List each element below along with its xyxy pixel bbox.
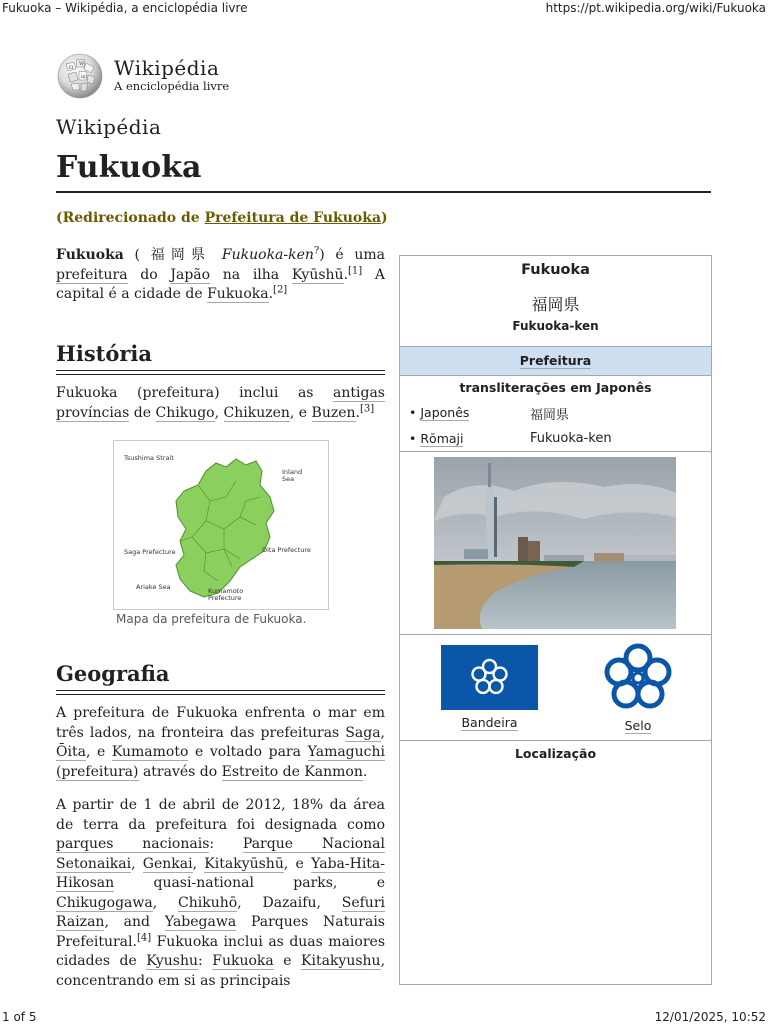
text: ) é uma	[319, 247, 385, 263]
infobox-kanji: 福岡県	[531, 295, 580, 314]
link-chikugogawa[interactable]: Chikugogawa	[56, 894, 153, 911]
text: , concentrando em si as principais	[56, 953, 386, 989]
title-divider	[56, 191, 711, 193]
link-prefeitura[interactable]: prefeitura	[56, 266, 128, 283]
ref-3[interactable]: [3]	[359, 402, 375, 414]
text: Fukuoka (prefeitura) inclui as	[56, 385, 334, 401]
intro-romaji: Fukuoka-ken	[221, 247, 314, 263]
link-kumamoto[interactable]: Kumamoto	[111, 744, 189, 760]
link-yamaguchi[interactable]: Yamaguchi (prefeitura)	[56, 744, 385, 780]
link-kitakyushu-2[interactable]: Kitakyushu	[301, 953, 381, 969]
link-saga[interactable]: Saga	[345, 724, 381, 741]
map-label-saga: Saga Prefecture	[124, 548, 176, 556]
infobox-location-header: Localização	[514, 746, 597, 761]
text: e voltado para	[188, 744, 308, 760]
link-antigas-provincias[interactable]: antigas províncias	[56, 385, 385, 421]
redirect-link[interactable]: Prefeitura de Fukuoka	[204, 210, 382, 226]
heading-divider	[56, 370, 385, 375]
print-url: https://pt.wikipedia.org/wiki/Fukuoka	[545, 1, 766, 15]
link-fukuoka-city[interactable]: Fukuoka	[207, 286, 269, 302]
link-chikugo[interactable]: Chikugo	[155, 404, 215, 421]
link-buzen[interactable]: Buzen	[311, 404, 356, 421]
heading-geografia: Geografia	[56, 661, 170, 686]
infobox-value-japones: 福岡県	[530, 408, 570, 423]
redirect-prefix: (Redirecionado de	[56, 210, 205, 226]
infobox-title: Fukuoka	[521, 262, 590, 278]
link-setonaikai[interactable]: Parque Nacional Setonaikai	[56, 836, 385, 872]
geografia-paragraph-2	[56, 796, 385, 991]
photo-graphic	[434, 457, 676, 629]
text: ,	[380, 724, 385, 741]
link-kyushu[interactable]: Kyūshū	[291, 266, 344, 283]
text: ,	[192, 855, 205, 872]
text: através do	[138, 763, 222, 780]
heading-divider	[56, 690, 385, 695]
link-fukuoka-2[interactable]: Fukuoka	[212, 953, 274, 969]
infobox-translit-header: transliterações em Japonês	[459, 380, 652, 395]
infobox-romaji: Fukuoka-ken	[512, 319, 599, 333]
text: .	[355, 404, 360, 421]
map-label-ariake: Ariake Sea	[136, 583, 171, 591]
link-yaba-hita-hikosan[interactable]: Yaba-Hita-Hikosan	[56, 855, 386, 891]
map-label-kumamoto: Kumamoto Prefecture	[208, 587, 244, 602]
link-chikuho[interactable]: Chikuhō	[178, 894, 238, 911]
print-page-number: 1 of 5	[2, 1010, 37, 1024]
ref-4[interactable]: [4]	[136, 931, 152, 943]
text: , e	[283, 855, 312, 872]
svg-text:Ω: Ω	[69, 65, 74, 71]
link-kyushu-2[interactable]: Kyushu	[146, 953, 199, 969]
audio-link[interactable]: ?	[313, 245, 320, 257]
infobox-divider	[400, 451, 711, 452]
text: A prefeitura de Fukuoka enfrenta o mar em três lados, na fronteira das prefeituras	[56, 705, 385, 741]
print-page-title: Fukuoka – Wikipédia, a enciclopédia livre	[2, 1, 248, 15]
intro-paragraph	[56, 246, 385, 305]
map-label-oita: Oita Prefecture	[262, 546, 311, 554]
historia-paragraph	[56, 384, 385, 423]
site-name: Wikipédia	[56, 115, 162, 139]
text: ,	[152, 894, 179, 911]
link-oita[interactable]: Ōita	[56, 744, 86, 760]
text: de	[129, 404, 156, 421]
prefecture-flag[interactable]	[441, 645, 538, 710]
text: .	[362, 763, 368, 780]
text: , e	[85, 744, 112, 760]
infobox-row-japones	[409, 405, 469, 420]
text: ,	[131, 855, 143, 872]
link-genkai[interactable]: Genkai	[142, 855, 193, 872]
prefecture-seal-icon[interactable]	[598, 640, 678, 716]
link-estreito-kanmon[interactable]: Estreito de Kanmon	[221, 763, 363, 780]
text: :	[198, 953, 213, 969]
infobox-divider	[400, 740, 711, 741]
logo-wordmark: Wikipédia	[114, 56, 220, 80]
flag-emblem-icon	[441, 645, 538, 710]
globe-icon	[56, 52, 104, 100]
bullet: •	[409, 431, 421, 446]
intro-bold-name: Fukuoka	[56, 247, 124, 263]
prefecture-map[interactable]	[113, 440, 329, 610]
map-caption: Mapa da prefeitura de Fukuoka.	[116, 612, 307, 626]
text: quasi-national parks, e	[114, 875, 385, 891]
text: :	[209, 836, 243, 852]
link-bandeira[interactable]: Bandeira	[461, 715, 518, 730]
print-footer	[0, 1009, 768, 1027]
text: A partir de 1 de abril de 2012, 18% da área de terra da prefeitura foi designada como	[56, 797, 385, 833]
text: , Dazaifu,	[237, 894, 342, 911]
link-japones[interactable]: Japonês	[420, 405, 470, 420]
link-sefuri-raizan[interactable]: Sefuri Raizan	[56, 894, 385, 930]
link-romaji[interactable]: Rōmaji	[420, 431, 464, 446]
text: na ilha	[210, 266, 292, 283]
map-label-tsushima: Tsushima Strait	[124, 454, 174, 462]
infobox-type-band	[400, 346, 711, 376]
text: .	[268, 286, 274, 302]
infobox-row-romaji	[409, 431, 463, 446]
logo-tagline: A enciclopédia livre	[114, 79, 230, 93]
print-header	[0, 0, 768, 18]
link-kitakyushu[interactable]: Kitakyūshū	[204, 855, 284, 872]
text: Parques Naturais Prefeitural.	[56, 914, 385, 950]
print-datetime: 12/01/2025, 10:52	[654, 1010, 766, 1024]
text: ,	[214, 404, 224, 421]
geografia-paragraph-1	[56, 704, 385, 782]
infobox-divider	[400, 634, 711, 635]
text: do	[127, 266, 171, 283]
intro-kanji: 福岡県	[150, 247, 212, 263]
text: , and	[104, 914, 165, 930]
redirect-suffix: )	[381, 210, 388, 226]
ref-1[interactable]: [1]	[348, 264, 363, 276]
svg-text:W: W	[79, 61, 85, 67]
infobox	[399, 255, 712, 985]
text: e	[273, 953, 302, 969]
text: Fukuoka inclui as duas maiores cidades de	[56, 933, 385, 969]
link-parques-nacionais[interactable]: parques nacionais	[56, 836, 210, 852]
page-title: Fukuoka	[56, 150, 202, 185]
svg-text:ш: ш	[81, 74, 86, 80]
link-japao[interactable]: Japão	[170, 266, 211, 283]
map-label-inland: Inland Sea	[282, 468, 303, 483]
text: , e	[289, 404, 312, 421]
heading-historia: História	[56, 341, 152, 366]
redirect-notice	[56, 210, 388, 226]
fukuoka-tower-photo[interactable]	[434, 457, 676, 629]
link-chikuzen[interactable]: Chikuzen	[223, 404, 290, 421]
text: (	[123, 247, 151, 263]
link-prefeitura-band[interactable]: Prefeitura	[519, 353, 592, 368]
link-selo[interactable]: Selo	[624, 718, 652, 733]
link-yabegawa[interactable]: Yabegawa	[164, 914, 237, 930]
text: .	[343, 266, 349, 283]
ref-2[interactable]: [2]	[273, 284, 288, 296]
wikipedia-logo[interactable]	[56, 52, 246, 100]
infobox-value-romaji: Fukuoka-ken	[530, 431, 612, 446]
bullet: •	[409, 405, 421, 420]
text: A capital é a cidade de	[56, 266, 385, 302]
